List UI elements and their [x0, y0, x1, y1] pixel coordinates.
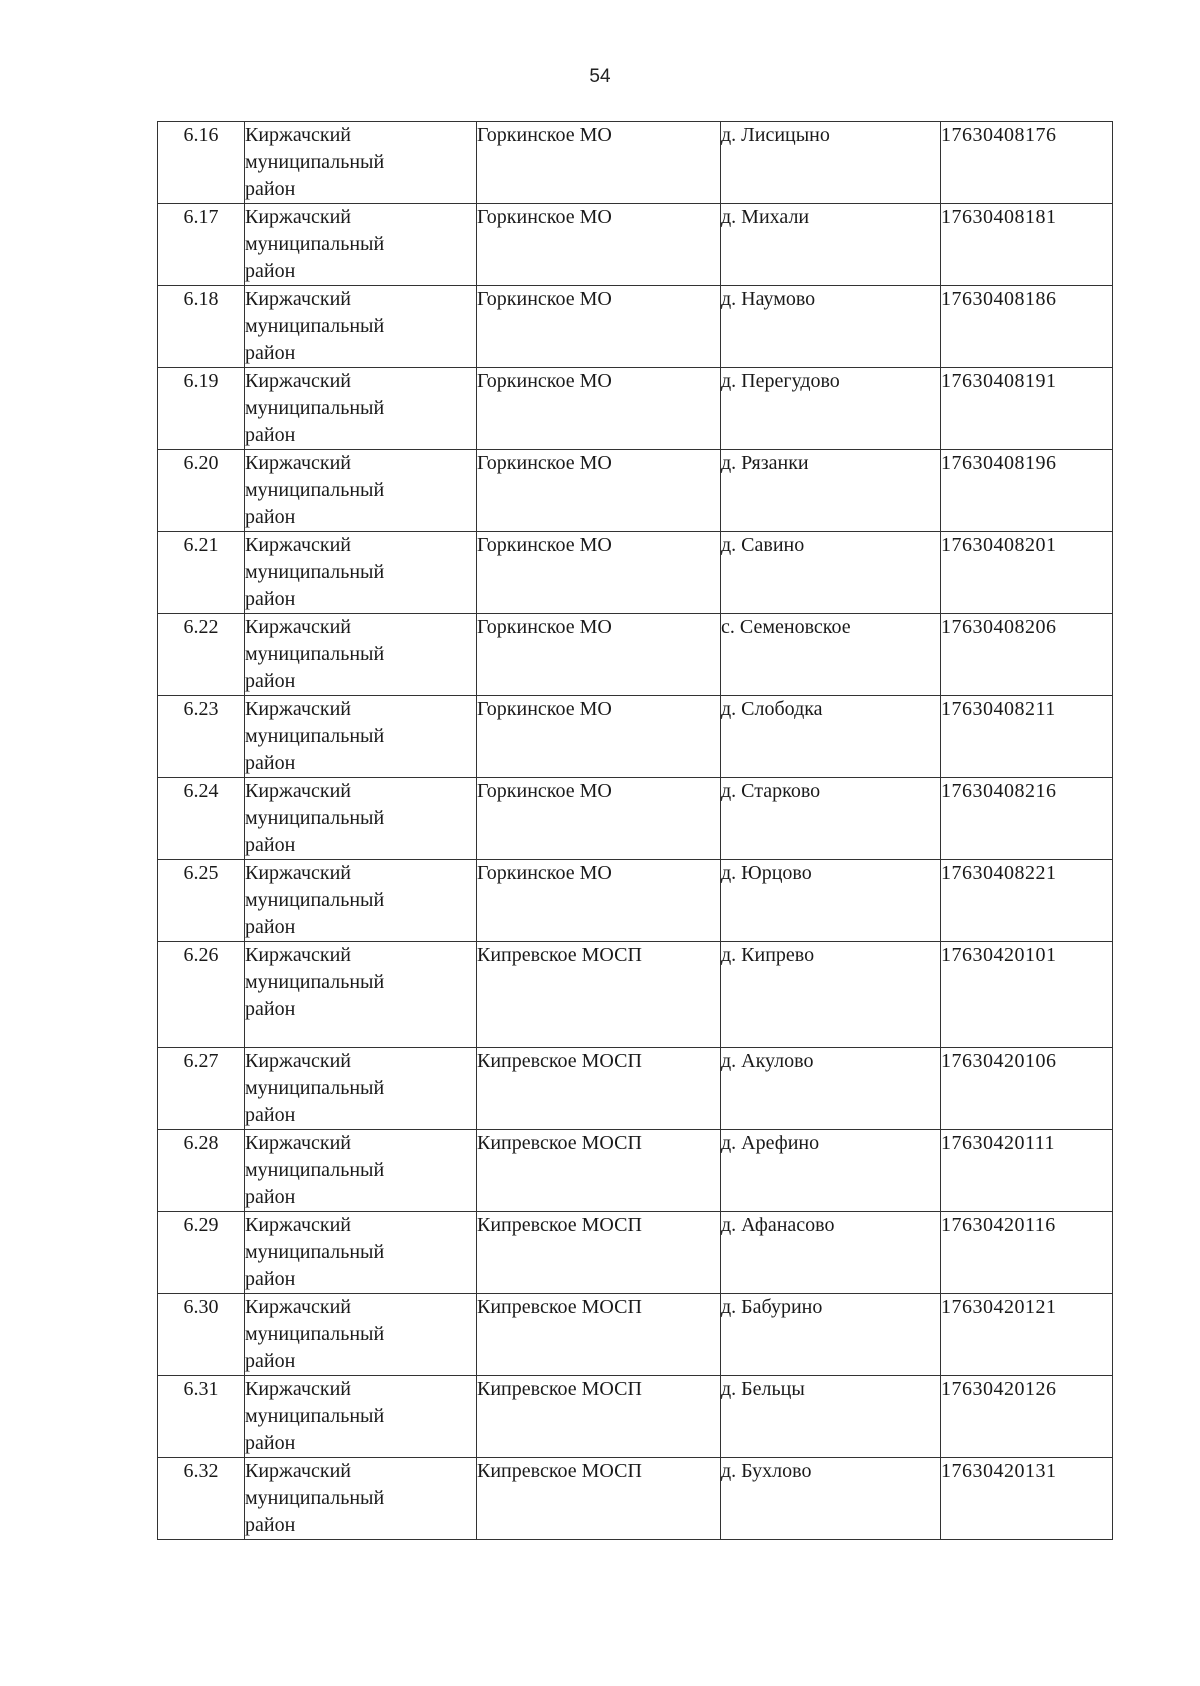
registry-body: [158, 122, 1113, 1540]
district-line: район: [245, 1104, 296, 1126]
row-number-cell: 6.20: [158, 450, 245, 532]
district-cell: [245, 1376, 477, 1458]
locality-cell: д. Савино: [721, 532, 941, 614]
district-line: Киржачский: [245, 1296, 351, 1318]
district-cell: [245, 1130, 477, 1212]
locality-cell: д. Арефино: [721, 1130, 941, 1212]
district-line: район: [245, 916, 296, 938]
district-line: муниципальный: [245, 233, 385, 255]
district-line: Киржачский: [245, 616, 351, 638]
municipality-cell: Горкинское МО: [477, 204, 721, 286]
oktmo-code-cell: 17630420106: [941, 1048, 1113, 1130]
locality-cell: д. Михали: [721, 204, 941, 286]
district-line: муниципальный: [245, 315, 385, 337]
locality-cell: д. Афанасово: [721, 1212, 941, 1294]
district-line: район: [245, 834, 296, 856]
table-row: [158, 368, 1113, 450]
page-number: 54: [589, 66, 611, 87]
district-line: район: [245, 1432, 296, 1454]
table-row: [158, 122, 1113, 204]
district-line: Киржачский: [245, 1378, 351, 1400]
table-row: [158, 286, 1113, 368]
locality-cell: д. Слободка: [721, 696, 941, 778]
municipality-cell: Горкинское МО: [477, 696, 721, 778]
district-cell: [245, 860, 477, 942]
district-line: район: [245, 260, 296, 282]
table-row: [158, 1294, 1113, 1376]
table-row: [158, 1376, 1113, 1458]
district-line: муниципальный: [245, 807, 385, 829]
oktmo-code-cell: 17630408221: [941, 860, 1113, 942]
district-line: муниципальный: [245, 1077, 385, 1099]
oktmo-code-cell: 17630408176: [941, 122, 1113, 204]
district-cell: [245, 532, 477, 614]
district-line: муниципальный: [245, 397, 385, 419]
row-number-cell: 6.30: [158, 1294, 245, 1376]
locality-cell: д. Перегудово: [721, 368, 941, 450]
locality-cell: д. Бабурино: [721, 1294, 941, 1376]
district-cell: [245, 614, 477, 696]
district-cell: [245, 122, 477, 204]
row-number-cell: 6.26: [158, 942, 245, 1048]
district-cell: [245, 1048, 477, 1130]
district-line: муниципальный: [245, 151, 385, 173]
district-line: Киржачский: [245, 862, 351, 884]
district-line: муниципальный: [245, 1487, 385, 1509]
row-number-cell: 6.17: [158, 204, 245, 286]
district-line: район: [245, 1268, 296, 1290]
oktmo-code-cell: 17630408211: [941, 696, 1113, 778]
row-number-cell: 6.24: [158, 778, 245, 860]
locality-cell: д. Рязанки: [721, 450, 941, 532]
oktmo-code-cell: 17630420116: [941, 1212, 1113, 1294]
district-line: район: [245, 1514, 296, 1536]
table-row: [158, 614, 1113, 696]
oktmo-code-cell: 17630420126: [941, 1376, 1113, 1458]
district-line: муниципальный: [245, 725, 385, 747]
row-number-cell: 6.18: [158, 286, 245, 368]
district-line: район: [245, 1350, 296, 1372]
district-line: Киржачский: [245, 1214, 351, 1236]
district-line: Киржачский: [245, 288, 351, 310]
locality-cell: д. Лисицыно: [721, 122, 941, 204]
district-line: муниципальный: [245, 479, 385, 501]
municipality-cell: Кипревское МОСП: [477, 1458, 721, 1540]
table-row: [158, 532, 1113, 614]
district-line: Киржачский: [245, 452, 351, 474]
oktmo-code-cell: 17630408206: [941, 614, 1113, 696]
district-line: Киржачский: [245, 206, 351, 228]
row-number-cell: 6.32: [158, 1458, 245, 1540]
district-cell: [245, 286, 477, 368]
table-row: [158, 1130, 1113, 1212]
district-line: муниципальный: [245, 971, 385, 993]
locality-cell: д. Юрцово: [721, 860, 941, 942]
district-line: район: [245, 752, 296, 774]
district-cell: [245, 778, 477, 860]
table-row: [158, 860, 1113, 942]
district-line: муниципальный: [245, 643, 385, 665]
district-line: Киржачский: [245, 698, 351, 720]
oktmo-code-cell: 17630408186: [941, 286, 1113, 368]
district-line: район: [245, 178, 296, 200]
table-row: [158, 450, 1113, 532]
row-number-cell: 6.29: [158, 1212, 245, 1294]
oktmo-code-cell: 17630420121: [941, 1294, 1113, 1376]
municipality-cell: Кипревское МОСП: [477, 1048, 721, 1130]
locality-cell: д. Акулово: [721, 1048, 941, 1130]
table-row: [158, 942, 1113, 1048]
district-cell: [245, 1294, 477, 1376]
row-number-cell: 6.31: [158, 1376, 245, 1458]
district-line: Киржачский: [245, 1050, 351, 1072]
municipality-cell: Горкинское МО: [477, 778, 721, 860]
district-line: муниципальный: [245, 889, 385, 911]
district-cell: [245, 1458, 477, 1540]
oktmo-code-cell: 17630420101: [941, 942, 1113, 1048]
table-row: [158, 696, 1113, 778]
district-cell: [245, 942, 477, 1048]
oktmo-code-cell: 17630408191: [941, 368, 1113, 450]
district-cell: [245, 696, 477, 778]
locality-cell: д. Старково: [721, 778, 941, 860]
row-number-cell: 6.16: [158, 122, 245, 204]
district-line: Киржачский: [245, 1132, 351, 1154]
oktmo-code-cell: 17630408196: [941, 450, 1113, 532]
row-number-cell: 6.27: [158, 1048, 245, 1130]
district-line: район: [245, 588, 296, 610]
district-line: район: [245, 424, 296, 446]
municipality-cell: Горкинское МО: [477, 532, 721, 614]
district-line: район: [245, 506, 296, 528]
district-line: район: [245, 342, 296, 364]
table-row: [158, 1048, 1113, 1130]
district-cell: [245, 204, 477, 286]
settlement-registry-table: [157, 121, 1113, 1540]
oktmo-code-cell: 17630420111: [941, 1130, 1113, 1212]
locality-cell: д. Кипрево: [721, 942, 941, 1048]
district-line: Киржачский: [245, 124, 351, 146]
municipality-cell: Кипревское МОСП: [477, 1294, 721, 1376]
district-line: Киржачский: [245, 1460, 351, 1482]
municipality-cell: Кипревское МОСП: [477, 1376, 721, 1458]
district-line: район: [245, 1186, 296, 1208]
municipality-cell: Горкинское МО: [477, 368, 721, 450]
district-line: Киржачский: [245, 780, 351, 802]
district-line: Киржачский: [245, 370, 351, 392]
row-number-cell: 6.28: [158, 1130, 245, 1212]
oktmo-code-cell: 17630420131: [941, 1458, 1113, 1540]
municipality-cell: Горкинское МО: [477, 122, 721, 204]
district-line: муниципальный: [245, 1323, 385, 1345]
row-number-cell: 6.23: [158, 696, 245, 778]
municipality-cell: Горкинское МО: [477, 450, 721, 532]
locality-cell: д. Бельцы: [721, 1376, 941, 1458]
municipality-cell: Кипревское МОСП: [477, 1212, 721, 1294]
row-number-cell: 6.19: [158, 368, 245, 450]
locality-cell: д. Бухлово: [721, 1458, 941, 1540]
row-number-cell: 6.21: [158, 532, 245, 614]
district-line: Киржачский: [245, 944, 351, 966]
oktmo-code-cell: 17630408201: [941, 532, 1113, 614]
municipality-cell: Горкинское МО: [477, 860, 721, 942]
district-line: Киржачский: [245, 534, 351, 556]
table-row: [158, 1458, 1113, 1540]
district-cell: [245, 368, 477, 450]
district-line: муниципальный: [245, 1159, 385, 1181]
district-cell: [245, 1212, 477, 1294]
table-row: [158, 778, 1113, 860]
row-number-cell: 6.25: [158, 860, 245, 942]
district-line: район: [245, 670, 296, 692]
district-line: муниципальный: [245, 561, 385, 583]
district-line: муниципальный: [245, 1241, 385, 1263]
table-row: [158, 204, 1113, 286]
municipality-cell: Кипревское МОСП: [477, 942, 721, 1048]
district-line: муниципальный: [245, 1405, 385, 1427]
municipality-cell: Горкинское МО: [477, 286, 721, 368]
oktmo-code-cell: 17630408181: [941, 204, 1113, 286]
locality-cell: с. Семеновское: [721, 614, 941, 696]
district-cell: [245, 450, 477, 532]
table-row: [158, 1212, 1113, 1294]
municipality-cell: Кипревское МОСП: [477, 1130, 721, 1212]
oktmo-code-cell: 17630408216: [941, 778, 1113, 860]
row-number-cell: 6.22: [158, 614, 245, 696]
locality-cell: д. Наумово: [721, 286, 941, 368]
district-line: район: [245, 998, 296, 1020]
municipality-cell: Горкинское МО: [477, 614, 721, 696]
